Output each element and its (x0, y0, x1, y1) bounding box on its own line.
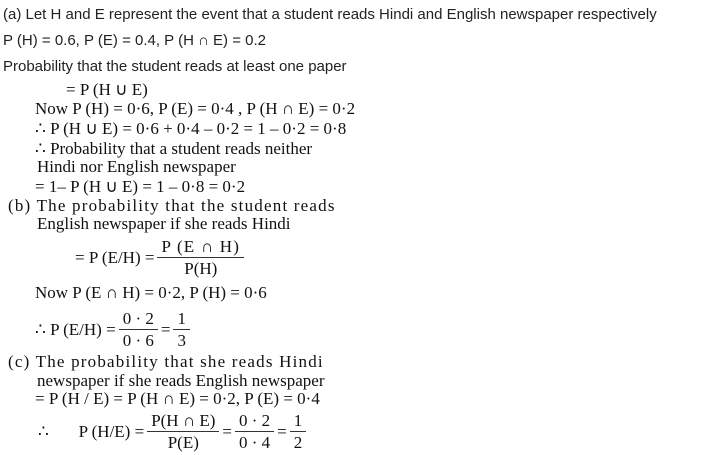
equation-lhs: = P (E/H) = (75, 248, 155, 267)
fraction-result (173, 310, 190, 350)
fraction-values (235, 412, 274, 452)
equation-lhs: ∴ P (H/E) = (38, 422, 145, 441)
intro-line-2: P (H) = 0.6, P (E) = 0.4, P (H ∩ E) = 0.2 (3, 32, 266, 49)
numerator: P(H ∩ E) (147, 412, 219, 432)
part-b-equation-1 (75, 238, 247, 278)
equals-sign: = (160, 320, 171, 339)
equation-lhs: ∴ P (E/H) = (35, 320, 116, 339)
part-b-line-2: English newspaper if she reads Hindi (37, 214, 291, 233)
fraction (157, 238, 244, 278)
part-a-line-5: Hindi nor English newspaper (37, 157, 236, 176)
intro-line-3: Probability that the student reads at least one paper (3, 58, 347, 75)
part-c-line-3: = P (H / E) = P (H ∩ E) = 0·2, P (E) = 0·4 (35, 389, 320, 408)
part-b-equation-2 (35, 310, 193, 350)
part-b-line-3: Now P (E ∩ H) = 0·2, P (H) = 0·6 (35, 283, 267, 302)
numerator: 1 (290, 412, 307, 432)
denominator: 0 · 6 (122, 331, 154, 350)
part-a-line-3: ∴ P (H ∪ E) = 0·6 + 0·4 – 0·2 = 1 – 0·2 = 0·8 (35, 119, 347, 138)
equals-sign: = (277, 422, 287, 441)
part-c-line-2: newspaper if she reads English newspaper (37, 371, 325, 390)
part-c-line-1: (c) The probability that she reads Hindi (8, 352, 324, 371)
numerator: 1 (173, 310, 190, 330)
denominator: 2 (293, 433, 303, 452)
part-a-line-6: = 1– P (H ∪ E) = 1 – 0·8 = 0·2 (35, 177, 246, 196)
part-a-line-1: = P (H ∪ E) (66, 80, 148, 99)
numerator: 0 · 2 (235, 412, 274, 432)
numerator: P (E ∩ H) (157, 238, 244, 258)
part-c-equation (38, 412, 309, 452)
part-a-line-2: Now P (H) = 0·6, P (E) = 0·4 , P (H ∩ E) = 0·2 (35, 99, 356, 118)
denominator: 0 · 4 (239, 433, 271, 452)
denominator: P(H) (184, 259, 218, 278)
intro-line-1: (a) Let H and E represent the event that a student reads Hindi and English newspaper respectively (3, 6, 657, 23)
part-a-line-4: ∴ Probability that a student reads neither (35, 139, 313, 158)
fraction-result (290, 412, 307, 452)
fraction (147, 412, 219, 452)
equals-sign: = (222, 422, 232, 441)
part-b-line-1: (b) The probability that the student reads (8, 196, 336, 215)
numerator: 0 · 2 (119, 310, 158, 330)
denominator: P(E) (167, 433, 199, 452)
denominator: 3 (177, 331, 186, 350)
fraction (119, 310, 158, 350)
